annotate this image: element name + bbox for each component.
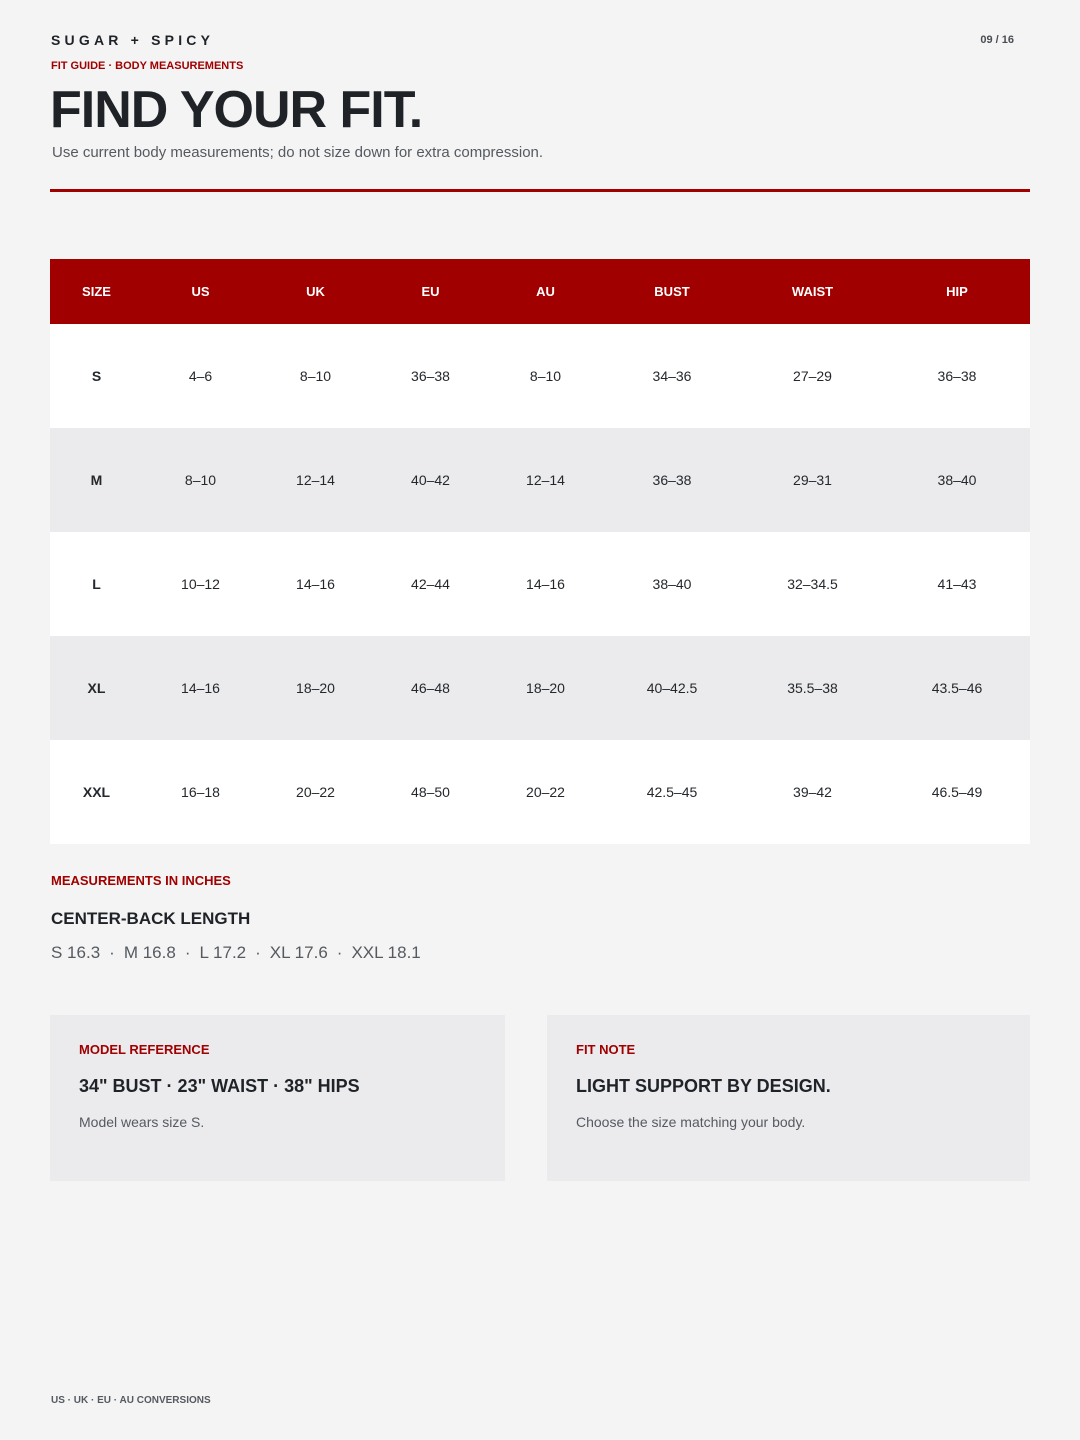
table-cell: 18–20 bbox=[258, 636, 373, 740]
table-cell: 34–36 bbox=[603, 324, 741, 428]
center-back-value: M 16.8 bbox=[123, 943, 176, 962]
table-cell: 14–16 bbox=[258, 532, 373, 636]
table-cell: 12–14 bbox=[488, 428, 603, 532]
center-back-value: L 17.2 bbox=[199, 943, 247, 962]
table-cell: 8–10 bbox=[488, 324, 603, 428]
table-cell: 36–38 bbox=[603, 428, 741, 532]
size-cell: XL bbox=[50, 636, 143, 740]
column-header-size: SIZE bbox=[50, 259, 143, 324]
page-title: FIND YOUR FIT. bbox=[50, 81, 423, 139]
column-header-waist: WAIST bbox=[741, 259, 884, 324]
fit-note-card bbox=[547, 1015, 1030, 1181]
footer-note: US · UK · EU · AU CONVERSIONS bbox=[51, 1395, 211, 1406]
column-header-hip: HIP bbox=[884, 259, 1030, 324]
table-cell: 4–6 bbox=[143, 324, 258, 428]
table-cell: 46–48 bbox=[373, 636, 488, 740]
table-cell: 12–14 bbox=[258, 428, 373, 532]
table-cell: 29–31 bbox=[741, 428, 884, 532]
table-cell: 8–10 bbox=[258, 324, 373, 428]
page-subtitle: Use current body measurements; do not size down for extra compression. bbox=[52, 144, 544, 161]
table-cell: 36–38 bbox=[373, 324, 488, 428]
table-cell: 36–38 bbox=[884, 324, 1030, 428]
table-cell: 32–34.5 bbox=[741, 532, 884, 636]
table-cell: 35.5–38 bbox=[741, 636, 884, 740]
center-back-value: XXL 18.1 bbox=[351, 943, 421, 962]
card-label: MODEL REFERENCE bbox=[79, 1042, 210, 1057]
table-cell: 39–42 bbox=[741, 740, 884, 844]
table-cell: 40–42.5 bbox=[603, 636, 741, 740]
table-cell: 14–16 bbox=[143, 636, 258, 740]
size-cell: M bbox=[50, 428, 143, 532]
table-row bbox=[50, 428, 1030, 532]
table-cell: 40–42 bbox=[373, 428, 488, 532]
separator-dot: · bbox=[255, 943, 261, 962]
center-back-value: S 16.3 bbox=[51, 943, 101, 962]
size-cell: XXL bbox=[50, 740, 143, 844]
card-label: FIT NOTE bbox=[576, 1042, 636, 1057]
header-divider bbox=[50, 189, 1030, 192]
card-body: Model wears size S. bbox=[79, 1114, 205, 1130]
size-cell: L bbox=[50, 532, 143, 636]
card-body: Choose the size matching your body. bbox=[576, 1114, 806, 1130]
center-back-value: XL 17.6 bbox=[269, 943, 328, 962]
table-header-row bbox=[50, 259, 1030, 324]
brand-wordmark: SUGAR + SPICY bbox=[51, 32, 215, 48]
table-cell: 48–50 bbox=[373, 740, 488, 844]
center-back-title: CENTER-BACK LENGTH bbox=[51, 909, 251, 928]
table-row bbox=[50, 324, 1030, 428]
size-chart-table bbox=[50, 259, 1030, 844]
table-cell: 42.5–45 bbox=[603, 740, 741, 844]
column-header-us: US bbox=[143, 259, 258, 324]
table-cell: 38–40 bbox=[603, 532, 741, 636]
table-cell: 41–43 bbox=[884, 532, 1030, 636]
column-header-bust: BUST bbox=[603, 259, 741, 324]
table-row bbox=[50, 532, 1030, 636]
table-cell: 14–16 bbox=[488, 532, 603, 636]
page-number: 09 / 16 bbox=[980, 34, 1014, 46]
table-cell: 20–22 bbox=[488, 740, 603, 844]
column-header-eu: EU bbox=[373, 259, 488, 324]
card-heading: 34" BUST · 23" WAIST · 38" HIPS bbox=[79, 1076, 360, 1096]
table-cell: 27–29 bbox=[741, 324, 884, 428]
table-cell: 46.5–49 bbox=[884, 740, 1030, 844]
size-cell: S bbox=[50, 324, 143, 428]
section-kicker: FIT GUIDE · BODY MEASUREMENTS bbox=[51, 60, 244, 72]
table-row bbox=[50, 740, 1030, 844]
table-cell: 42–44 bbox=[373, 532, 488, 636]
table-cell: 20–22 bbox=[258, 740, 373, 844]
separator-dot: · bbox=[336, 943, 343, 962]
table-cell: 43.5–46 bbox=[884, 636, 1030, 740]
column-header-au: AU bbox=[488, 259, 603, 324]
table-row bbox=[50, 636, 1030, 740]
table-cell: 8–10 bbox=[143, 428, 258, 532]
separator-dot: · bbox=[109, 943, 115, 962]
units-note: MEASUREMENTS IN INCHES bbox=[51, 873, 231, 888]
center-back-values bbox=[51, 943, 421, 963]
table-cell: 38–40 bbox=[884, 428, 1030, 532]
card-heading: LIGHT SUPPORT BY DESIGN. bbox=[576, 1076, 831, 1096]
separator-dot: · bbox=[184, 943, 191, 962]
table-cell: 10–12 bbox=[143, 532, 258, 636]
table-cell: 18–20 bbox=[488, 636, 603, 740]
table-cell: 16–18 bbox=[143, 740, 258, 844]
column-header-uk: UK bbox=[258, 259, 373, 324]
model-reference-card bbox=[50, 1015, 505, 1181]
